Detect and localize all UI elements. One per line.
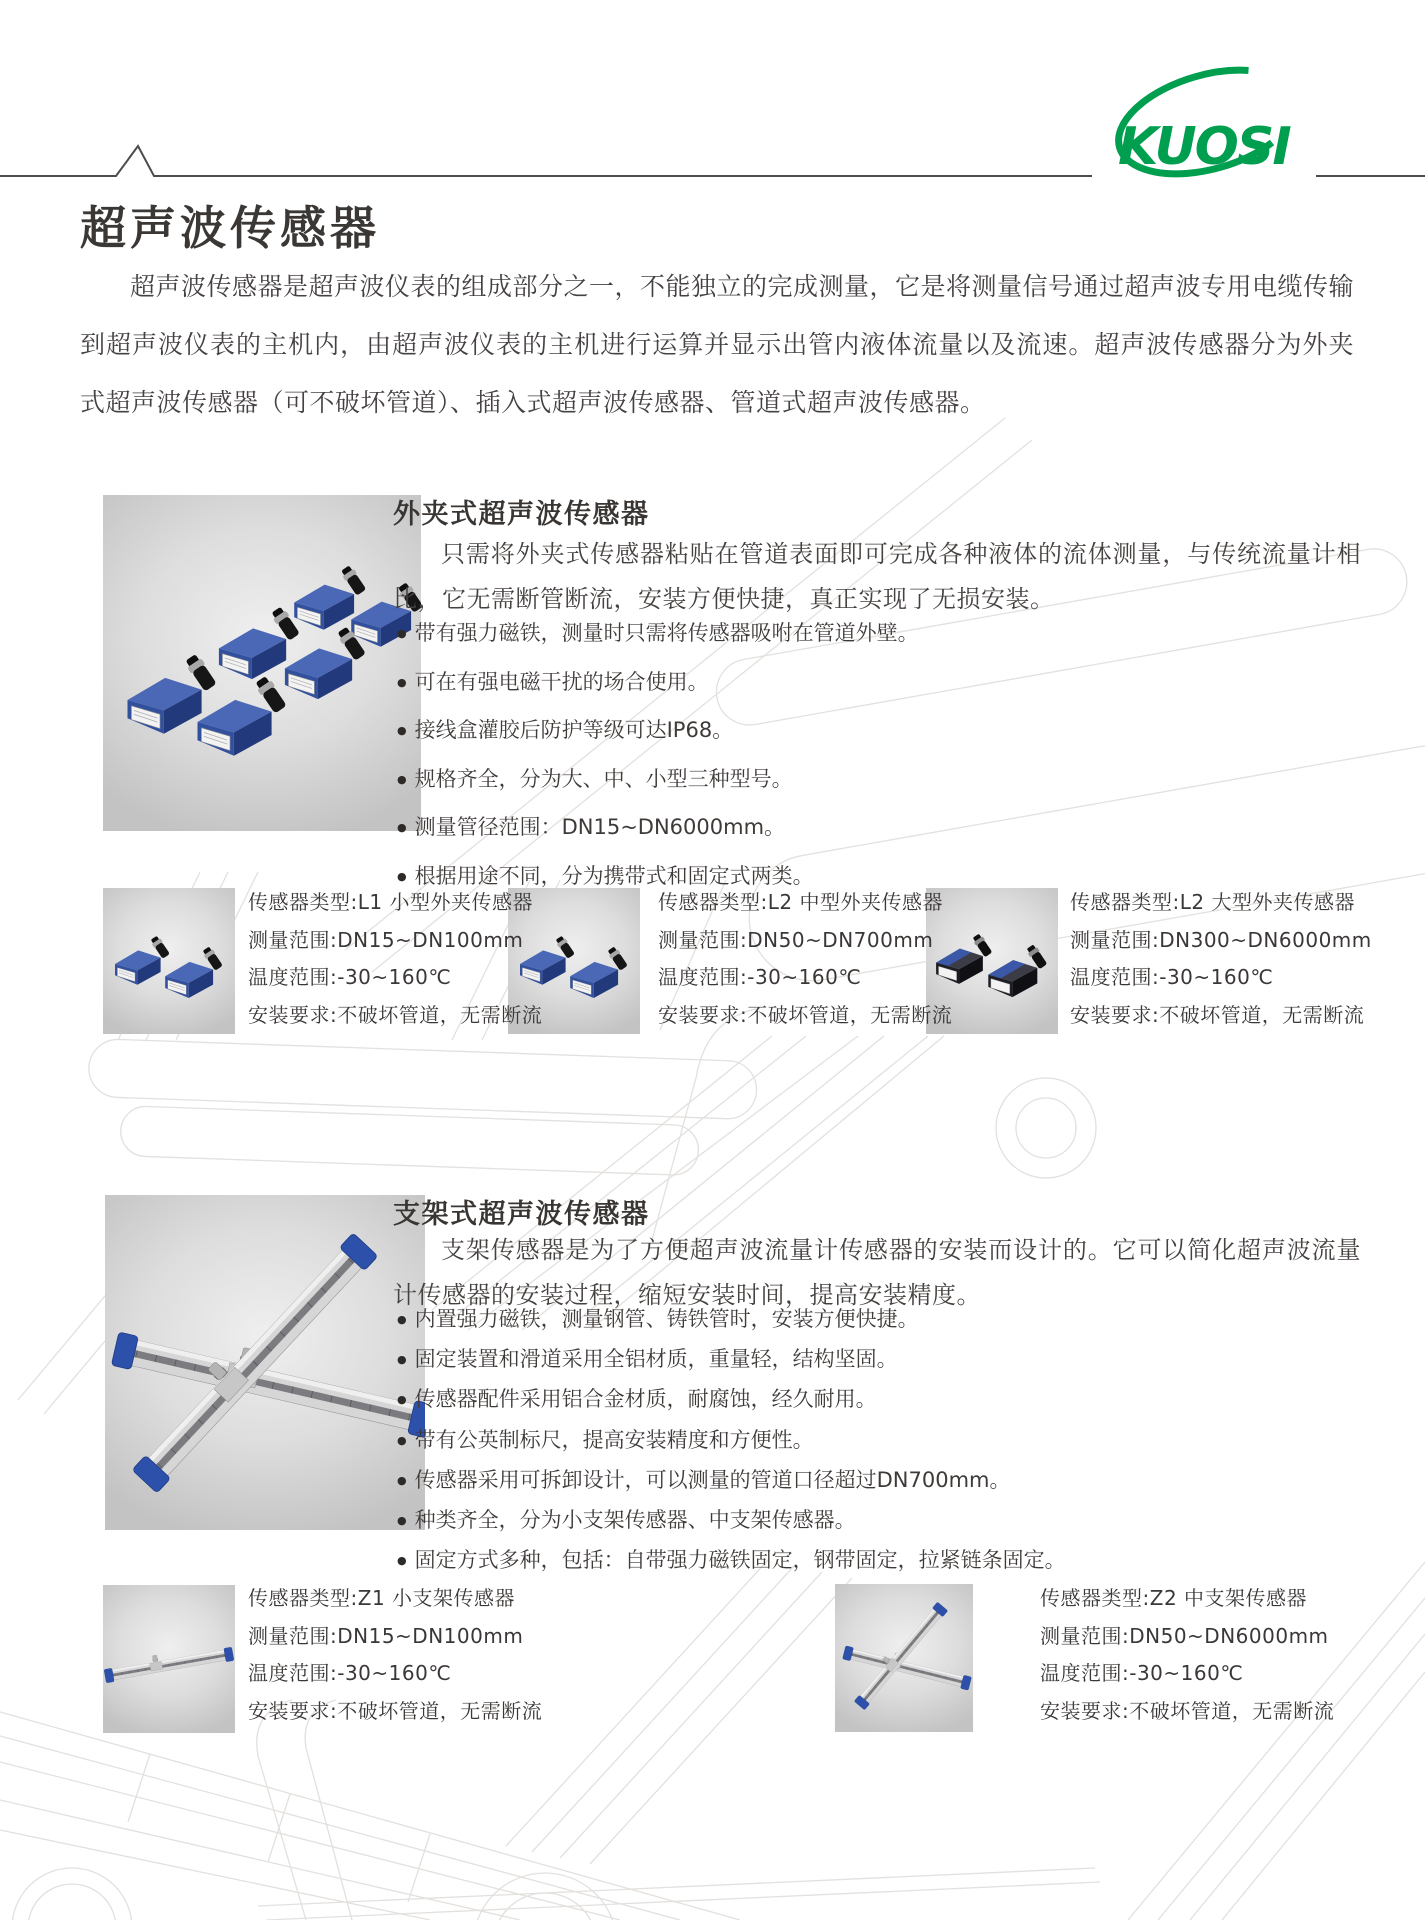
spec-type: 传感器类型:Z2 中支架传感器 (1040, 1586, 1308, 1610)
clamp-l2l-specs (1070, 884, 1372, 1034)
spec-type: 传感器类型:L1 小型外夹传感器 (248, 890, 533, 914)
kuosi-logo (1107, 51, 1310, 192)
spec-type: 传感器类型:Z1 小支架传感器 (248, 1586, 516, 1610)
clamp-l2m-specs (658, 884, 952, 1034)
bracket-group-photo (105, 1195, 425, 1530)
section1-feature-list (397, 611, 919, 903)
feature-item: ● 传感器配件采用铝合金材质，耐腐蚀，经久耐用。 (397, 1381, 1066, 1421)
clamp-l1-specs (248, 884, 542, 1034)
spec-type: 传感器类型:L2 大型外夹传感器 (1070, 890, 1355, 914)
page-header (0, 0, 1425, 210)
spec-temp: 温度范围:-30~160℃ (248, 1661, 452, 1685)
spec-range: 测量范围:DN15~DN100mm (248, 927, 524, 952)
spec-install: 安装要求:不破坏管道，无需断流 (1070, 1002, 1365, 1027)
spec-range: 测量范围:DN15~DN100mm (248, 1623, 524, 1648)
section1-description: 只需将外夹式传感器粘贴在管道表面即可完成各种液体的流体测量，与传统流量计相比，它无需断管断流，安装方便快捷，真正实现了无损安装。 (393, 540, 1361, 613)
clampon-group-photo (103, 495, 421, 831)
feature-item: ● 根据用途不同，分为携带式和固定式两类。 (397, 854, 919, 903)
bracket-z2-photo (835, 1584, 973, 1732)
bracket-z1-photo (103, 1585, 235, 1733)
feature-item: ● 传感器采用可拆卸设计，可以测量的管道口径超过DN700mm。 (397, 1462, 1066, 1502)
feature-item: ● 种类齐全，分为小支架传感器、中支架传感器。 (397, 1502, 1066, 1542)
spec-temp: 温度范围:-30~160℃ (1040, 1661, 1244, 1685)
section2-heading: 支架式超声波传感器 (393, 1199, 650, 1230)
page-title: 超声波传感器 (80, 201, 380, 255)
spec-type: 传感器类型:L2 中型外夹传感器 (658, 890, 943, 914)
spec-range: 测量范围:DN50~DN700mm (658, 927, 934, 952)
spec-temp: 温度范围:-30~160℃ (248, 965, 452, 989)
feature-item: ● 固定装置和滑道采用全铝材质，重量轻，结构坚固。 (397, 1341, 1066, 1381)
spec-temp: 温度范围:-30~160℃ (658, 965, 862, 989)
bracket-z1-specs (248, 1580, 542, 1730)
spec-range: 测量范围:DN50~DN6000mm (1040, 1623, 1329, 1648)
feature-item: ● 带有强力磁铁，测量时只需将传感器吸咐在管道外壁。 (397, 611, 919, 660)
feature-item: ● 固定方式多种，包括：自带强力磁铁固定，钢带固定，拉紧链条固定。 (397, 1542, 1066, 1582)
logo-text: KUOSI (1118, 117, 1290, 177)
intro-paragraph: 超声波传感器是超声波仪表的组成部分之一，不能独立的完成测量，它是将测量信号通过超声波专用电缆传输到超声波仪表的主机内，由超声波仪表的主机进行运算并显示出管内液体流量以及流速。超声波传感器分为外夹式超声波传感器（可不破坏管道）、插入式超声波传感器、管道式超声波传感器。 (80, 272, 1355, 417)
section2-description: 支架传感器是为了方便超声波流量计传感器的安装而设计的。它可以简化超声波流量计传感器的安装过程，缩短安装时间，提高安装精度。 (393, 1236, 1361, 1309)
header-rule-left (0, 146, 1092, 176)
bracket-z2-specs (1040, 1580, 1334, 1730)
feature-item: ● 规格齐全，分为大、中、小型三种型号。 (397, 757, 919, 806)
section1-heading: 外夹式超声波传感器 (393, 499, 650, 530)
feature-item: ● 内置强力磁铁，测量钢管、铸铁管时，安装方便快捷。 (397, 1301, 1066, 1341)
spec-range: 测量范围:DN300~DN6000mm (1070, 927, 1372, 952)
feature-item: ● 带有公英制标尺，提高安装精度和方便性。 (397, 1422, 1066, 1462)
spec-install: 安装要求:不破坏管道，无需断流 (248, 1698, 543, 1723)
spec-install: 安装要求:不破坏管道，无需断流 (1040, 1698, 1335, 1723)
clamp-l1-photo (103, 888, 235, 1034)
spec-install: 安装要求:不破坏管道，无需断流 (248, 1002, 543, 1027)
section2-feature-list (397, 1301, 1066, 1582)
feature-item: ● 可在有强电磁干扰的场合使用。 (397, 660, 919, 709)
feature-item: ● 测量管径范围：DN15~DN6000mm。 (397, 805, 919, 854)
feature-item: ● 接线盒灌胶后防护等级可达IP68。 (397, 708, 919, 757)
spec-install: 安装要求:不破坏管道，无需断流 (658, 1002, 953, 1027)
spec-temp: 温度范围:-30~160℃ (1070, 965, 1274, 989)
